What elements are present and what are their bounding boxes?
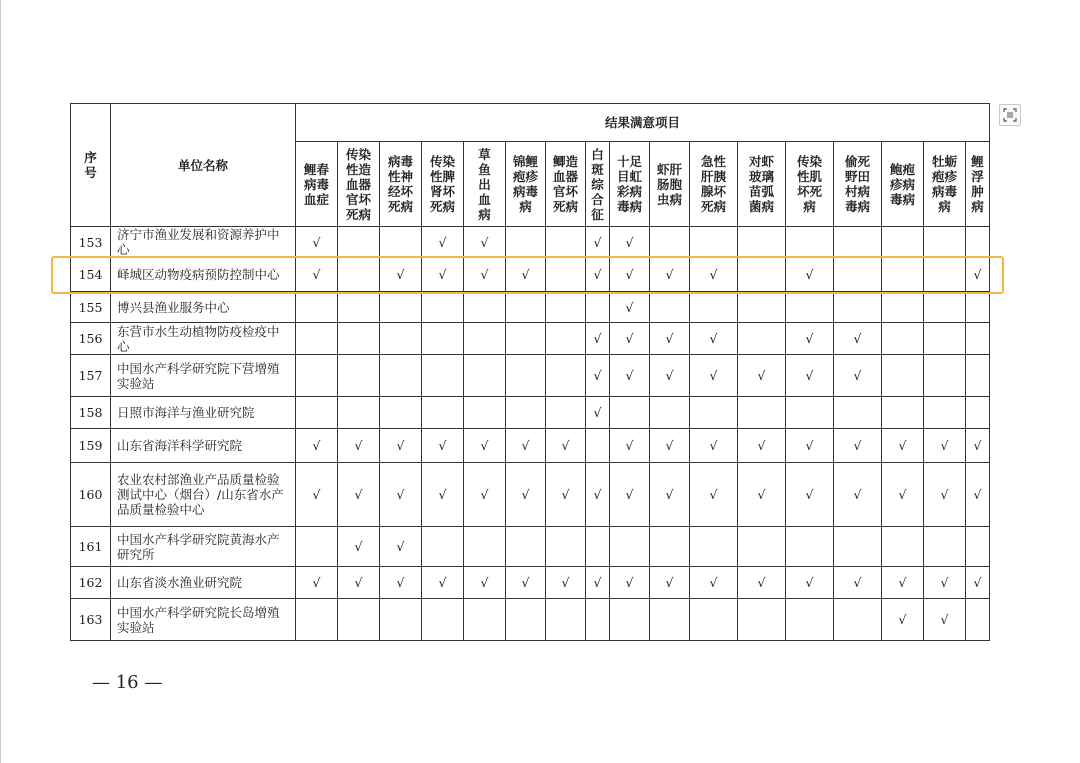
header-disease-8: 十足 目虹 彩病 毒病 <box>610 142 650 227</box>
result-cell <box>786 527 834 567</box>
result-cell <box>296 355 338 397</box>
result-cell <box>966 323 990 355</box>
result-cell <box>296 527 338 567</box>
result-cell <box>924 323 966 355</box>
result-cell <box>422 397 464 429</box>
result-cell <box>738 599 786 641</box>
row-number: 163 <box>71 599 111 641</box>
unit-name-cell: 中国水产科学研究院下营增殖实验站 <box>111 355 296 397</box>
table-row <box>71 292 990 323</box>
result-cell <box>422 323 464 355</box>
result-cell: √ <box>650 258 690 292</box>
result-cell <box>650 397 690 429</box>
result-cell: √ <box>690 258 738 292</box>
result-cell <box>650 292 690 323</box>
result-cell <box>834 292 882 323</box>
row-number: 157 <box>71 355 111 397</box>
result-cell <box>610 527 650 567</box>
result-cell <box>422 292 464 323</box>
result-cell: √ <box>464 227 506 258</box>
unit-name-cell: 农业农村部渔业产品质量检验测试中心（烟台）/山东省水产品质量检验中心 <box>111 463 296 527</box>
result-cell: √ <box>338 567 380 599</box>
table-row <box>71 599 990 641</box>
header-disease-16: 鲤 浮 肿 病 <box>966 142 990 227</box>
result-cell <box>506 292 546 323</box>
table-row <box>71 397 990 429</box>
header-disease-6: 鲫造 血器 官坏 死病 <box>546 142 586 227</box>
result-cell <box>338 599 380 641</box>
result-cell <box>786 292 834 323</box>
result-cell: √ <box>506 463 546 527</box>
unit-name-cell: 日照市海洋与渔业研究院 <box>111 397 296 429</box>
result-cell <box>650 599 690 641</box>
row-number: 162 <box>71 567 111 599</box>
result-cell <box>380 355 422 397</box>
result-cell <box>380 292 422 323</box>
result-cell <box>966 527 990 567</box>
result-cell <box>464 355 506 397</box>
result-cell: √ <box>338 429 380 463</box>
result-cell <box>506 355 546 397</box>
result-cell: √ <box>966 567 990 599</box>
result-cell: √ <box>738 463 786 527</box>
header-disease-15: 牡蛎 疱疹 病毒 病 <box>924 142 966 227</box>
result-cell: √ <box>464 463 506 527</box>
result-cell: √ <box>464 567 506 599</box>
header-seq: 序 号 <box>71 104 111 227</box>
result-cell: √ <box>834 567 882 599</box>
table-row <box>71 429 990 463</box>
result-cell <box>834 227 882 258</box>
result-cell: √ <box>882 429 924 463</box>
result-cell: √ <box>786 323 834 355</box>
result-cell <box>296 323 338 355</box>
result-cell: √ <box>610 429 650 463</box>
result-cell <box>506 527 546 567</box>
unit-name-cell: 峄城区动物疫病预防控制中心 <box>111 258 296 292</box>
result-cell <box>338 258 380 292</box>
result-cell <box>738 397 786 429</box>
header-disease-9: 虾肝 肠胞 虫病 <box>650 142 690 227</box>
result-cell <box>464 397 506 429</box>
result-cell: √ <box>422 258 464 292</box>
result-cell: √ <box>546 463 586 527</box>
result-cell: √ <box>966 258 990 292</box>
result-cell: √ <box>380 463 422 527</box>
result-cell <box>546 292 586 323</box>
result-cell <box>834 599 882 641</box>
result-cell <box>506 323 546 355</box>
result-cell: √ <box>422 567 464 599</box>
result-cell: √ <box>296 227 338 258</box>
result-cell <box>738 323 786 355</box>
row-number: 160 <box>71 463 111 527</box>
result-cell <box>296 292 338 323</box>
result-cell <box>966 355 990 397</box>
unit-name-cell: 博兴县渔业服务中心 <box>111 292 296 323</box>
result-cell: √ <box>610 567 650 599</box>
result-cell: √ <box>924 567 966 599</box>
result-cell <box>690 527 738 567</box>
result-cell <box>966 227 990 258</box>
result-cell <box>338 323 380 355</box>
result-cell: √ <box>738 567 786 599</box>
result-cell <box>882 258 924 292</box>
result-cell: √ <box>786 429 834 463</box>
result-cell: √ <box>966 429 990 463</box>
header-disease-12: 传染 性肌 坏死 病 <box>786 142 834 227</box>
result-cell <box>834 397 882 429</box>
result-cell <box>422 527 464 567</box>
result-cell: √ <box>586 258 610 292</box>
result-cell: √ <box>834 355 882 397</box>
result-cell <box>506 599 546 641</box>
result-cell <box>966 292 990 323</box>
page-edge <box>0 0 1 763</box>
result-cell: √ <box>650 429 690 463</box>
result-cell: √ <box>924 599 966 641</box>
result-cell <box>380 599 422 641</box>
row-number: 155 <box>71 292 111 323</box>
result-cell <box>422 355 464 397</box>
result-cell: √ <box>296 463 338 527</box>
unit-name-cell: 东营市水生动植物防疫检疫中心 <box>111 323 296 355</box>
header-unit-name: 单位名称 <box>111 104 296 227</box>
result-cell <box>422 599 464 641</box>
result-cell <box>786 599 834 641</box>
result-cell: √ <box>586 567 610 599</box>
result-cell: √ <box>610 258 650 292</box>
result-cell <box>610 599 650 641</box>
result-cell: √ <box>610 463 650 527</box>
result-cell <box>650 527 690 567</box>
result-cell: √ <box>380 567 422 599</box>
result-cell: √ <box>650 463 690 527</box>
result-cell: √ <box>422 429 464 463</box>
result-cell: √ <box>610 292 650 323</box>
result-cell <box>506 397 546 429</box>
result-cell: √ <box>610 355 650 397</box>
result-cell: √ <box>422 227 464 258</box>
result-cell: √ <box>338 463 380 527</box>
result-cell <box>546 227 586 258</box>
unit-name-cell: 济宁市渔业发展和资源养护中心 <box>111 227 296 258</box>
result-cell <box>882 397 924 429</box>
result-cell <box>464 292 506 323</box>
result-cell <box>464 323 506 355</box>
result-cell: √ <box>380 527 422 567</box>
result-cell: √ <box>586 227 610 258</box>
result-cell <box>966 397 990 429</box>
result-cell: √ <box>296 567 338 599</box>
result-cell <box>690 397 738 429</box>
result-cell <box>296 397 338 429</box>
result-cell: √ <box>690 567 738 599</box>
table-row <box>71 227 990 258</box>
result-cell: √ <box>586 397 610 429</box>
result-cell <box>338 292 380 323</box>
result-cell: √ <box>464 258 506 292</box>
unit-name-cell: 山东省海洋科学研究院 <box>111 429 296 463</box>
header-disease-4: 草 鱼 出 血 病 <box>464 142 506 227</box>
result-cell: √ <box>506 567 546 599</box>
result-cell: √ <box>966 463 990 527</box>
result-cell: √ <box>786 355 834 397</box>
result-cell: √ <box>586 323 610 355</box>
row-number: 159 <box>71 429 111 463</box>
result-cell: √ <box>650 567 690 599</box>
result-cell <box>380 323 422 355</box>
header-disease-14: 鲍疱 疹病 毒病 <box>882 142 924 227</box>
result-cell: √ <box>834 323 882 355</box>
result-cell: √ <box>690 323 738 355</box>
result-cell <box>338 397 380 429</box>
result-cell: √ <box>834 463 882 527</box>
result-cell: √ <box>296 429 338 463</box>
row-number: 158 <box>71 397 111 429</box>
result-cell <box>506 227 546 258</box>
table-row <box>71 463 990 527</box>
result-cell: √ <box>690 463 738 527</box>
unit-name-cell: 山东省淡水渔业研究院 <box>111 567 296 599</box>
result-cell <box>738 258 786 292</box>
result-cell: √ <box>610 323 650 355</box>
result-cell: √ <box>786 567 834 599</box>
header-disease-0: 鲤春 病毒 血症 <box>296 142 338 227</box>
result-cell <box>786 397 834 429</box>
result-cell <box>380 227 422 258</box>
header-disease-3: 传染 性脾 肾坏 死病 <box>422 142 464 227</box>
table-row <box>71 567 990 599</box>
document-scan-icon[interactable] <box>999 104 1021 126</box>
header-result-group: 结果满意项目 <box>296 104 990 142</box>
result-cell <box>786 227 834 258</box>
result-cell: √ <box>586 463 610 527</box>
unit-name-cell: 中国水产科学研究院长岛增殖实验站 <box>111 599 296 641</box>
result-cell <box>546 599 586 641</box>
result-cell <box>586 429 610 463</box>
result-cell: √ <box>650 355 690 397</box>
result-cell <box>924 527 966 567</box>
result-cell: √ <box>924 463 966 527</box>
result-cell <box>834 258 882 292</box>
result-cell <box>464 527 506 567</box>
result-cell <box>966 599 990 641</box>
result-cell: √ <box>464 429 506 463</box>
row-number: 153 <box>71 227 111 258</box>
result-cell <box>738 527 786 567</box>
result-cell: √ <box>786 258 834 292</box>
result-cell <box>586 599 610 641</box>
header-disease-10: 急性 肝胰 腺坏 死病 <box>690 142 738 227</box>
result-cell: √ <box>650 323 690 355</box>
result-cell <box>464 599 506 641</box>
result-cell: √ <box>690 429 738 463</box>
result-cell: √ <box>422 463 464 527</box>
header-disease-2: 病毒 性神 经坏 死病 <box>380 142 422 227</box>
header-disease-1: 传染 性造 血器 官坏 死病 <box>338 142 380 227</box>
result-cell <box>924 258 966 292</box>
result-cell <box>690 292 738 323</box>
result-cell <box>546 397 586 429</box>
result-cell: √ <box>610 227 650 258</box>
header-disease-11: 对虾 玻璃 苗弧 菌病 <box>738 142 786 227</box>
row-number: 156 <box>71 323 111 355</box>
result-cell: √ <box>546 567 586 599</box>
result-cell: √ <box>296 258 338 292</box>
results-table <box>70 103 990 641</box>
page-number: — 16 — <box>92 672 163 693</box>
result-cell <box>924 292 966 323</box>
result-cell <box>586 527 610 567</box>
result-cell: √ <box>690 355 738 397</box>
result-cell: √ <box>882 463 924 527</box>
result-cell <box>586 292 610 323</box>
result-cell <box>882 527 924 567</box>
result-cell <box>690 599 738 641</box>
table-row <box>71 258 990 292</box>
result-cell: √ <box>380 429 422 463</box>
result-cell <box>738 292 786 323</box>
result-cell: √ <box>834 429 882 463</box>
header-disease-13: 偷死 野田 村病 毒病 <box>834 142 882 227</box>
result-cell: √ <box>882 567 924 599</box>
result-cell <box>882 227 924 258</box>
result-cell <box>546 258 586 292</box>
result-cell: √ <box>546 429 586 463</box>
result-cell <box>924 397 966 429</box>
result-cell <box>834 527 882 567</box>
result-cell: √ <box>738 355 786 397</box>
result-cell <box>882 355 924 397</box>
result-cell <box>882 323 924 355</box>
result-cell: √ <box>586 355 610 397</box>
result-cell <box>338 355 380 397</box>
result-cell <box>380 397 422 429</box>
row-number: 154 <box>71 258 111 292</box>
result-cell <box>546 527 586 567</box>
table-row <box>71 323 990 355</box>
header-disease-7: 白 斑 综 合 征 <box>586 142 610 227</box>
table-row <box>71 527 990 567</box>
result-cell <box>924 227 966 258</box>
result-cell: √ <box>506 258 546 292</box>
result-cell: √ <box>882 599 924 641</box>
result-cell <box>924 355 966 397</box>
row-number: 161 <box>71 527 111 567</box>
result-cell <box>610 397 650 429</box>
result-cell <box>690 227 738 258</box>
result-cell: √ <box>338 527 380 567</box>
unit-name-cell: 中国水产科学研究院黄海水产研究所 <box>111 527 296 567</box>
result-cell: √ <box>380 258 422 292</box>
result-cell <box>546 355 586 397</box>
result-cell <box>738 227 786 258</box>
table-row <box>71 355 990 397</box>
result-cell: √ <box>924 429 966 463</box>
result-cell <box>546 323 586 355</box>
result-cell <box>296 599 338 641</box>
result-cell <box>882 292 924 323</box>
result-cell: √ <box>506 429 546 463</box>
header-disease-5: 锦鲤 疱疹 病毒 病 <box>506 142 546 227</box>
result-cell: √ <box>738 429 786 463</box>
result-cell <box>650 227 690 258</box>
result-cell: √ <box>786 463 834 527</box>
result-cell <box>338 227 380 258</box>
